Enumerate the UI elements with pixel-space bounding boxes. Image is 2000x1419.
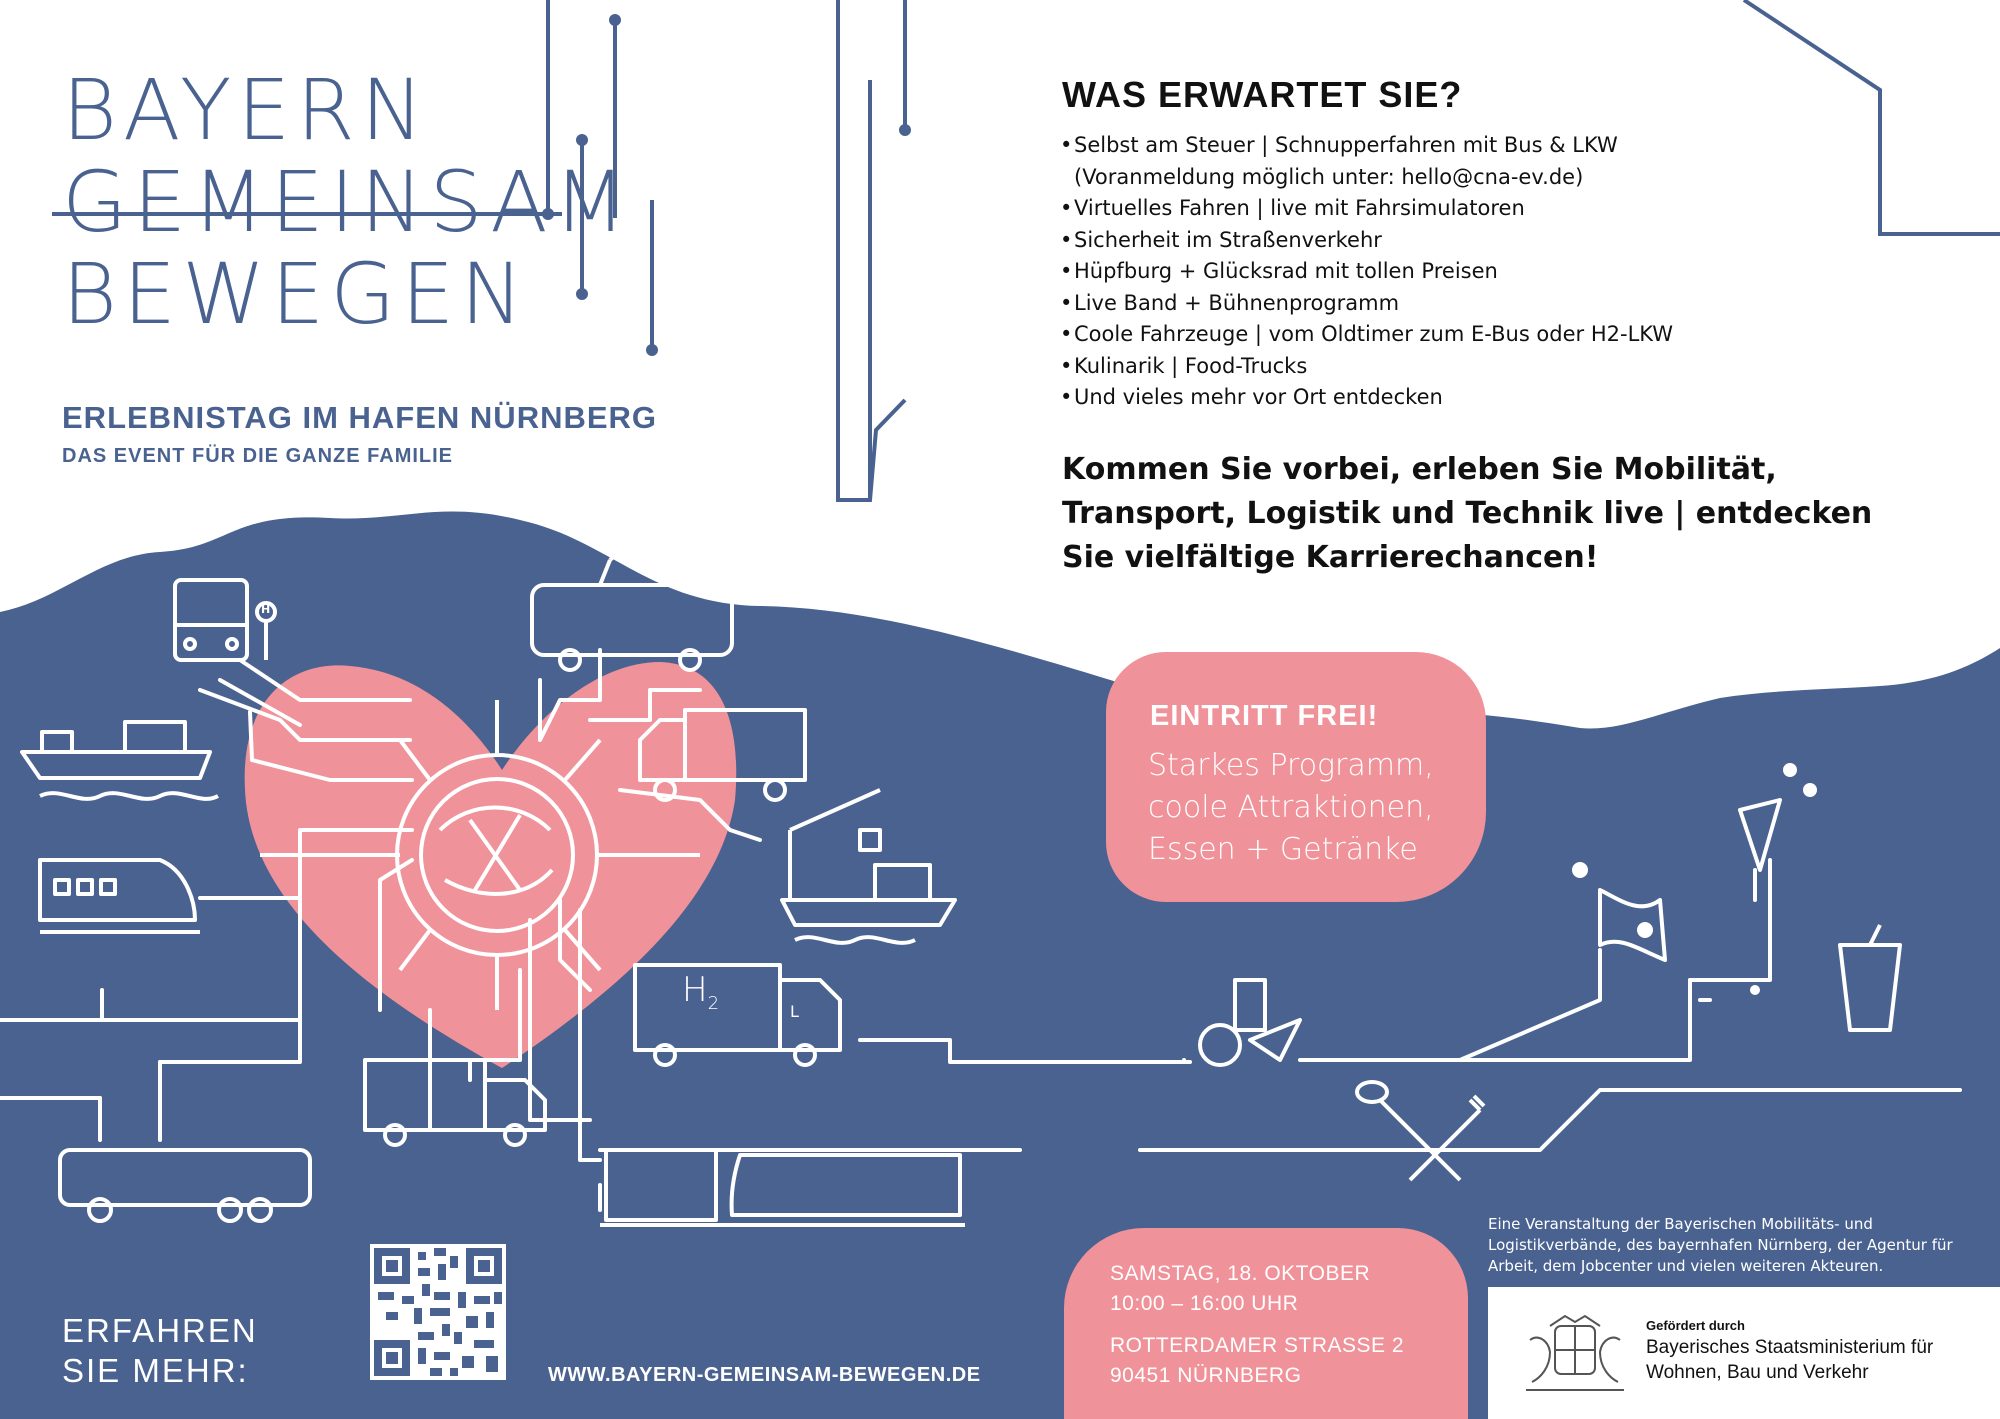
list-item: • Live Band + Bühnenprogramm [1058,288,1673,320]
event-time: 10:00 – 16:00 UHR [1110,1292,1299,1315]
event-city: 90451 NÜRNBERG [1110,1364,1302,1387]
sponsor-label: Gefördert durch [1646,1318,1745,1333]
list-item: • Kulinarik | Food-Trucks [1058,351,1673,383]
more-info-line-2: SIE MEHR: [62,1352,249,1389]
event-info-box [1064,1228,1468,1419]
cta-line-2: Transport, Logistik und Technik live | entdecken [1062,496,1873,531]
admission-line-3: Essen + Getränke [1148,832,1418,867]
more-info-line-1: ERFAHREN [62,1312,258,1349]
bus-stop-label: H [261,603,271,616]
list-item[interactable]: (Voranmeldung möglich unter: hello@cna-ev.de) [1074,164,1584,189]
admission-heading: EINTRITT FREI! [1150,700,1379,732]
list-item: • Hüpfburg + Glücksrad mit tollen Preisen [1058,256,1673,288]
event-subtitle: ERLEBNISTAG IM HAFEN NÜRNBERG [62,400,658,435]
call-to-action [1062,448,1922,580]
organizer-text: Eine Veranstaltung der Bayerischen Mobilitäts- und Logistikverbände, des bayernhafen Nürnberg, der Agentur für Arbeit, dem Jobcenter und vielen weiteren Akteuren. [1488,1215,1953,1275]
admission-line-2: coole Attraktionen, [1148,790,1434,825]
what-to-expect-heading: WAS ERWARTET SIE? [1062,74,1463,115]
event-street: ROTTERDAMER STRASSE 2 [1110,1334,1405,1357]
list-item: • Coole Fahrzeuge | vom Oldtimer zum E-Bus oder H2-LKW [1058,319,1673,351]
title-line-2: GEMEINSAM [62,153,633,251]
website-link[interactable]: WWW.BAYERN-GEMEINSAM-BEWEGEN.DE [548,1364,981,1386]
sponsor-name-line-1: Bayerisches Staatsministerium für [1646,1337,1934,1358]
title-line-1: BAYERN [62,61,430,159]
qr-code-pattern[interactable] [370,1244,506,1380]
list-item: • Sicherheit im Straßenverkehr [1058,225,1673,257]
admission-line-1: Starkes Programm, [1148,748,1434,783]
list-item: • Und vieles mehr vor Ort entdecken [1058,382,1673,414]
truck-l-label: L [790,1002,799,1021]
sponsor-name-line-2: Wohnen, Bau und Verkehr [1646,1362,1869,1383]
bavarian-coat-of-arms-icon [1520,1312,1630,1398]
cta-line-3: Sie vielfältige Karrierechancen! [1062,540,1599,575]
h2-label: $H_2$ [682,970,720,1014]
event-tagline: DAS EVENT FÜR DIE GANZE FAMILIE [62,445,454,467]
list-item: • Virtuelles Fahren | live mit Fahrsimulatoren [1058,193,1673,225]
what-to-expect-list [1058,130,1673,414]
title-line-3: BEWEGEN [62,245,530,343]
event-date: SAMSTAG, 18. OKTOBER [1110,1262,1371,1285]
list-item: • Selbst am Steuer | Schnupperfahren mit Bus & LKW [1058,130,1673,162]
cta-line-1: Kommen Sie vorbei, erleben Sie Mobilität, [1062,452,1777,487]
